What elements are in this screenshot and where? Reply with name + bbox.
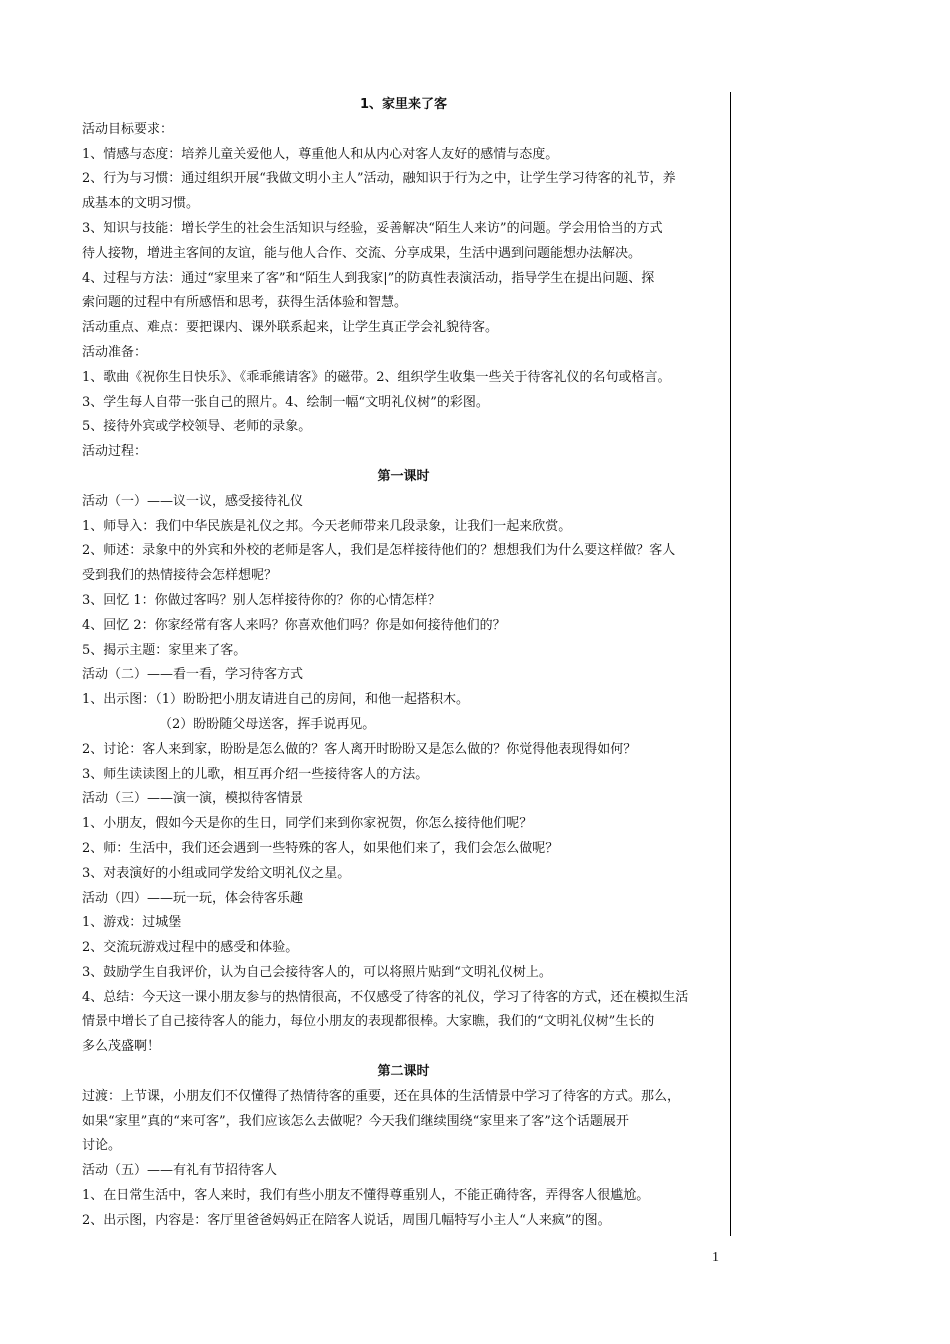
- right-margin-rule: [730, 92, 731, 1236]
- section-heading: 1、家里来了客: [359, 97, 448, 112]
- text-line: 4、过程与方法：通过“家里来了客”和“陌生人到我家|”的防真性表演活动，指导学生在提出问题、探: [82, 270, 655, 286]
- text-line: 3、对表演好的小组或同学发给文明礼仪之星。: [82, 865, 351, 881]
- text-line: 过渡：上节课，小朋友们不仅懂得了热情待客的重要，还在具体的生活情景中学习了待客的方式。那么，: [82, 1088, 681, 1104]
- text-line: 活动过程：: [82, 444, 148, 460]
- text-line: 1、出示图：（1）盼盼把小朋友请进自己的房间，和他一起搭积木。: [82, 692, 470, 708]
- text-line: 活动重点、难点：要把课内、课外联系起来，让学生真正学会礼貌待客。: [82, 320, 499, 336]
- text-line: 活动准备：: [82, 344, 148, 360]
- text-line: 2、交流玩游戏过程中的感受和体验。: [82, 940, 299, 956]
- text-line: 5、揭示主题：家里来了客。: [82, 642, 247, 658]
- text-line: 1、小朋友，假如今天是你的生日，同学们来到你家祝贺，你怎么接待他们呢？: [82, 816, 533, 832]
- text-line: 1、情感与态度：培养儿童关爱他人，尊重他人和从内心对客人友好的感情与态度。: [82, 146, 559, 162]
- text-line: 2、师：生活中，我们还会遇到一些特殊的客人，如果他们来了，我们会怎么做呢？: [82, 840, 559, 856]
- text-line: 4、回忆 2：你家经常有客人来吗？你喜欢他们吗？你是如何接待他们的？: [82, 617, 506, 633]
- section-heading: 第二课时: [377, 1064, 430, 1080]
- text-line: 如果“家里”真的“来可客”，我们应该怎么去做呢？今天我们继续围绕“家里来了客”这个话题展开: [82, 1113, 629, 1129]
- text-line: 2、行为与习惯：通过组织开展“我做文明小主人”活动，融知识于行为之中，让学生学习待客的礼节，养: [82, 171, 676, 187]
- text-line: 活动目标要求：: [82, 121, 174, 137]
- text-line: 待人接物，增进主客间的友谊，能与他人合作、交流、分享成果，生活中遇到问题能想办法解决。: [82, 245, 642, 261]
- text-line: 活动（三）——演一演，模拟待客情景: [82, 791, 304, 807]
- section-heading: 第一课时: [377, 468, 430, 484]
- text-line: 成基本的文明习惯。: [82, 196, 200, 212]
- text-line: 1、师导入：我们中华民族是礼仪之邦。今天老师带来几段录象，让我们一起来欣赏。: [82, 518, 572, 534]
- text-line: 讨论。: [82, 1138, 122, 1154]
- text-line: 索问题的过程中有所感悟和思考，获得生活体验和智慧。: [82, 295, 408, 311]
- document-body: [82, 93, 725, 1234]
- text-line: 2、师述：录象中的外宾和外校的老师是客人，我们是怎样接待他们的？想想我们为什么要这样做？客人: [82, 543, 676, 559]
- text-line: 1、游戏：过城堡: [82, 915, 182, 931]
- text-line: 2、出示图，内容是：客厅里爸爸妈妈正在陪客人说话，周围几幅特写小主人“人来疯”的图。: [82, 1212, 611, 1228]
- text-line: 活动（四）——玩一玩，体会待客乐趣: [82, 890, 304, 906]
- text-line: 4、总结：今天这一课小朋友参与的热情很高，不仅感受了待客的礼仪，学习了待客的方式，还在模拟生活: [82, 989, 689, 1005]
- text-line: 情景中增长了自己接待客人的能力，每位小朋友的表现都很棒。大家瞧，我们的“文明礼仪树”生长的: [82, 1014, 655, 1030]
- text-line: 受到我们的热情接待会怎样想呢？: [82, 568, 278, 584]
- text-line: 1、在日常生活中，客人来时，我们有些小朋友不懂得尊重别人，不能正确待客，弄得客人很尴尬。: [82, 1188, 650, 1204]
- text-line: 1、歌曲《祝你生日快乐》、《乖乖熊请客》的磁带。2、组织学生收集一些关于待客礼仪的名句或格言。: [82, 369, 671, 385]
- text-line: 3、鼓励学生自我评价，认为自己会接待客人的，可以将照片贴到“文明礼仪树上。: [82, 964, 552, 980]
- text-line: 3、回忆 1：你做过客吗？别人怎样接待你的？你的心情怎样？: [82, 592, 441, 608]
- page-number: 1: [712, 1250, 719, 1265]
- text-line: 2、讨论：客人来到家，盼盼是怎么做的？客人离开时盼盼又是怎么做的？你觉得他表现得如何？: [82, 741, 637, 757]
- text-line: 3、学生每人自带一张自己的照片。4、绘制一幅“文明礼仪树”的彩图。: [82, 394, 489, 410]
- text-line: 活动（二）——看一看，学习待客方式: [82, 667, 304, 683]
- text-line: 3、知识与技能：增长学生的社会生活知识与经验，妥善解决“陌生人来访”的问题。学会用恰当的方式: [82, 220, 663, 236]
- text-line: 活动（一）——议一议，感受接待礼仪: [82, 493, 304, 509]
- text-line: 5、接待外宾或学校领导、老师的录象。: [82, 419, 312, 435]
- text-line: 3、师生读读图上的儿歌，相互再介绍一些接待客人的方法。: [82, 766, 429, 782]
- text-line: 多么茂盛啊！: [82, 1039, 161, 1055]
- text-line: （2）盼盼随父母送客，挥手说再见。: [159, 716, 376, 732]
- text-line: 活动（五）——有礼有节招待客人: [82, 1163, 278, 1179]
